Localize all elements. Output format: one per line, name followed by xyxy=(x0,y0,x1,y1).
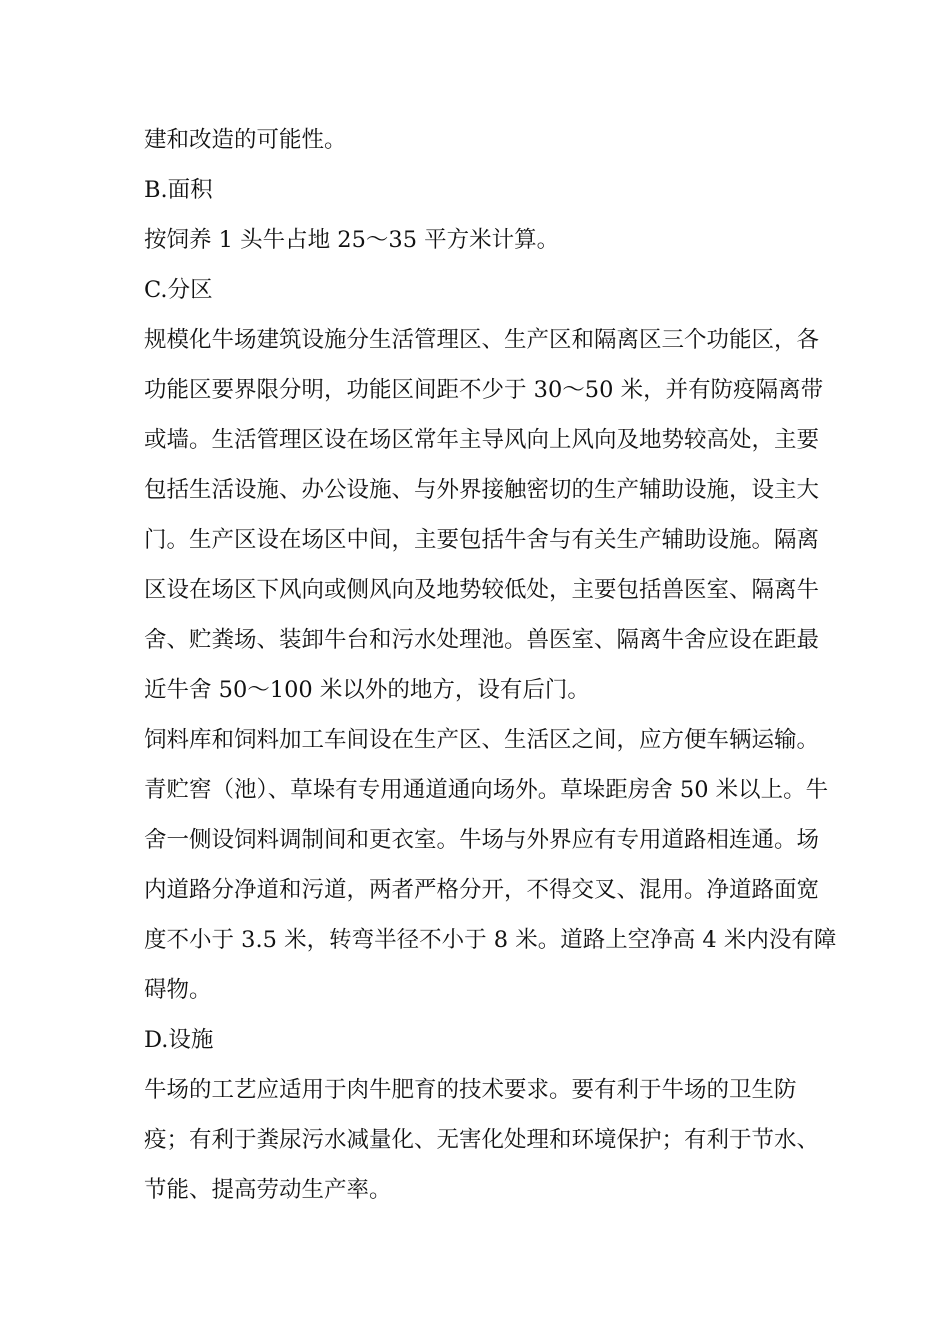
text-line: 饲料库和饲料加工车间设在生产区、生活区之间，应方便车辆运输。 xyxy=(144,727,820,753)
section-heading-area: B.面积 xyxy=(144,177,213,203)
text-line: 青贮窖（池）、草垛有专用通道通向场外。草垛距房舍 50 米以上。牛 xyxy=(144,777,829,803)
text-line: 疫；有利于粪尿污水减量化、无害化处理和环境保护；有利于节水、 xyxy=(144,1127,820,1153)
text-line: 牛场的工艺应适用于肉牛肥育的技术要求。要有利于牛场的卫生防 xyxy=(144,1077,797,1103)
text-line: 内道路分净道和污道，两者严格分开，不得交叉、混用。净道路面宽 xyxy=(144,877,820,903)
text-line: 碍物。 xyxy=(144,977,212,1003)
section-heading-zoning: C.分区 xyxy=(144,277,213,303)
text-line: 建和改造的可能性。 xyxy=(144,127,347,153)
text-line: 舍、贮粪场、装卸牛台和污水处理池。兽医室、隔离牛舍应设在距最 xyxy=(144,627,820,653)
text-line: 按饲养 1 头牛占地 25～35 平方米计算。 xyxy=(144,227,560,253)
text-line: 度不小于 3.5 米，转弯半径不小于 8 米。道路上空净高 4 米内没有障 xyxy=(144,927,837,953)
text-line: 或墙。生活管理区设在场区常年主导风向上风向及地势较高处，主要 xyxy=(144,427,820,453)
text-line: 规模化牛场建筑设施分生活管理区、生产区和隔离区三个功能区，各 xyxy=(144,327,820,353)
section-heading-facilities: D.设施 xyxy=(144,1027,214,1053)
text-line: 门。生产区设在场区中间，主要包括牛舍与有关生产辅助设施。隔离 xyxy=(144,527,820,553)
text-line: 舍一侧设饲料调制间和更衣室。牛场与外界应有专用道路相连通。场 xyxy=(144,827,820,853)
text-line: 包括生活设施、办公设施、与外界接触密切的生产辅助设施，设主大 xyxy=(144,477,820,503)
text-line: 近牛舍 50～100 米以外的地方，设有后门。 xyxy=(144,677,590,703)
text-line: 区设在场区下风向或侧风向及地势较低处，主要包括兽医室、隔离牛 xyxy=(144,577,820,603)
text-line: 节能、提高劳动生产率。 xyxy=(144,1177,392,1203)
text-line: 功能区要界限分明，功能区间距不少于 30～50 米，并有防疫隔离带 xyxy=(144,377,824,403)
